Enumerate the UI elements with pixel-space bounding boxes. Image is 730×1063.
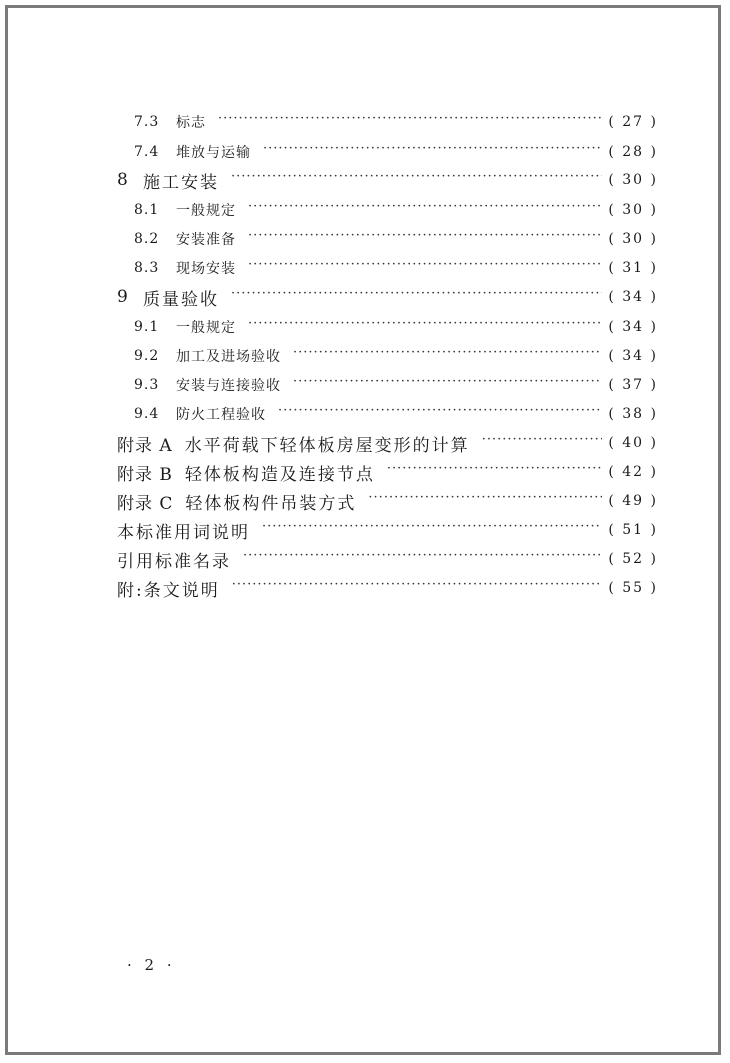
page-ref: ( 49 ) — [608, 493, 658, 509]
section-number: 7.4 — [134, 144, 160, 160]
appendix-label: 附录 B — [117, 464, 173, 485]
section-title: 一般规定 — [176, 320, 236, 336]
leader-dots — [231, 173, 602, 187]
section-title: 标志 — [176, 115, 206, 131]
chapter-title: 施工安装 — [143, 172, 219, 193]
leader-dots — [248, 261, 602, 275]
page-ref: ( 28 ) — [608, 144, 658, 160]
toc-entry-9-2[interactable] — [134, 345, 658, 367]
leader-dots — [293, 349, 602, 363]
page-ref: ( 38 ) — [608, 406, 658, 422]
appendix-label: 附录 C — [117, 493, 174, 514]
leader-dots — [263, 145, 602, 159]
toc-entry-8-3[interactable] — [134, 257, 658, 279]
appendix-title: 轻体板构造及连接节点 — [184, 464, 375, 485]
leader-dots — [243, 552, 602, 566]
chapter-number: 9 — [117, 287, 128, 307]
entry-title: 本标准用词说明 — [117, 522, 250, 543]
section-title: 安装准备 — [176, 232, 236, 248]
page-ref: ( 42 ) — [608, 464, 658, 480]
page-ref: ( 30 ) — [608, 231, 658, 247]
appendix-title: 轻体板构件吊装方式 — [185, 493, 357, 514]
appendix-title: 水平荷载下轻体板房屋变形的计算 — [184, 435, 470, 456]
toc-entry-9-1[interactable] — [134, 316, 658, 338]
toc-entry-8-1[interactable] — [134, 199, 658, 221]
toc-entry-explanation[interactable] — [117, 575, 658, 601]
section-number: 9.4 — [134, 406, 160, 422]
leader-dots — [387, 465, 602, 479]
section-title: 现场安装 — [176, 261, 236, 277]
entry-title: 附:条文说明 — [117, 580, 220, 601]
chapter-number: 8 — [117, 170, 128, 190]
toc-entry-appendix-a[interactable] — [117, 430, 658, 456]
section-title: 防火工程验收 — [176, 407, 266, 423]
toc-entry-chapter-9[interactable] — [117, 284, 658, 310]
toc-entry-7-4[interactable] — [134, 141, 658, 163]
appendix-label: 附录 A — [117, 435, 173, 456]
page-ref: ( 34 ) — [608, 348, 658, 364]
page-ref: ( 55 ) — [608, 580, 658, 596]
toc-entry-appendix-b[interactable] — [117, 459, 658, 485]
toc-entry-7-3[interactable] — [134, 111, 658, 133]
leader-dots — [262, 523, 602, 537]
toc-entry-appendix-c[interactable] — [117, 488, 658, 514]
page-ref: ( 34 ) — [608, 289, 658, 305]
leader-dots — [368, 494, 602, 508]
page-ref: ( 52 ) — [608, 551, 658, 567]
section-number: 8.3 — [134, 260, 160, 276]
page-number: · 2 · — [127, 956, 176, 974]
section-number: 9.1 — [134, 319, 160, 335]
toc-entry-8-2[interactable] — [134, 228, 658, 250]
section-title: 加工及进场验收 — [176, 349, 281, 365]
leader-dots — [218, 115, 602, 129]
leader-dots — [248, 232, 602, 246]
page-ref: ( 30 ) — [608, 202, 658, 218]
page-ref: ( 40 ) — [608, 435, 658, 451]
section-title: 安装与连接验收 — [176, 378, 281, 394]
section-number: 7.3 — [134, 114, 160, 130]
page-ref: ( 37 ) — [608, 377, 658, 393]
page-ref: ( 51 ) — [608, 522, 658, 538]
leader-dots — [293, 378, 602, 392]
toc-entry-terms[interactable] — [117, 517, 658, 543]
section-title: 一般规定 — [176, 203, 236, 219]
toc-entry-9-4[interactable] — [134, 403, 658, 425]
section-number: 9.2 — [134, 348, 160, 364]
leader-dots — [248, 203, 602, 217]
toc-entry-references[interactable] — [117, 546, 658, 572]
toc-entry-chapter-8[interactable] — [117, 167, 658, 193]
section-number: 8.1 — [134, 202, 160, 218]
leader-dots — [248, 320, 602, 334]
leader-dots — [482, 436, 602, 450]
page-ref: ( 34 ) — [608, 319, 658, 335]
entry-title: 引用标准名录 — [117, 551, 231, 572]
chapter-title: 质量验收 — [143, 289, 219, 310]
leader-dots — [278, 407, 602, 421]
section-number: 8.2 — [134, 231, 160, 247]
page-ref: ( 27 ) — [608, 114, 658, 130]
toc-entry-9-3[interactable] — [134, 374, 658, 396]
leader-dots — [231, 290, 602, 304]
section-title: 堆放与运输 — [176, 145, 251, 161]
section-number: 9.3 — [134, 377, 160, 393]
page-ref: ( 30 ) — [608, 172, 658, 188]
leader-dots — [232, 581, 602, 595]
page-ref: ( 31 ) — [608, 260, 658, 276]
